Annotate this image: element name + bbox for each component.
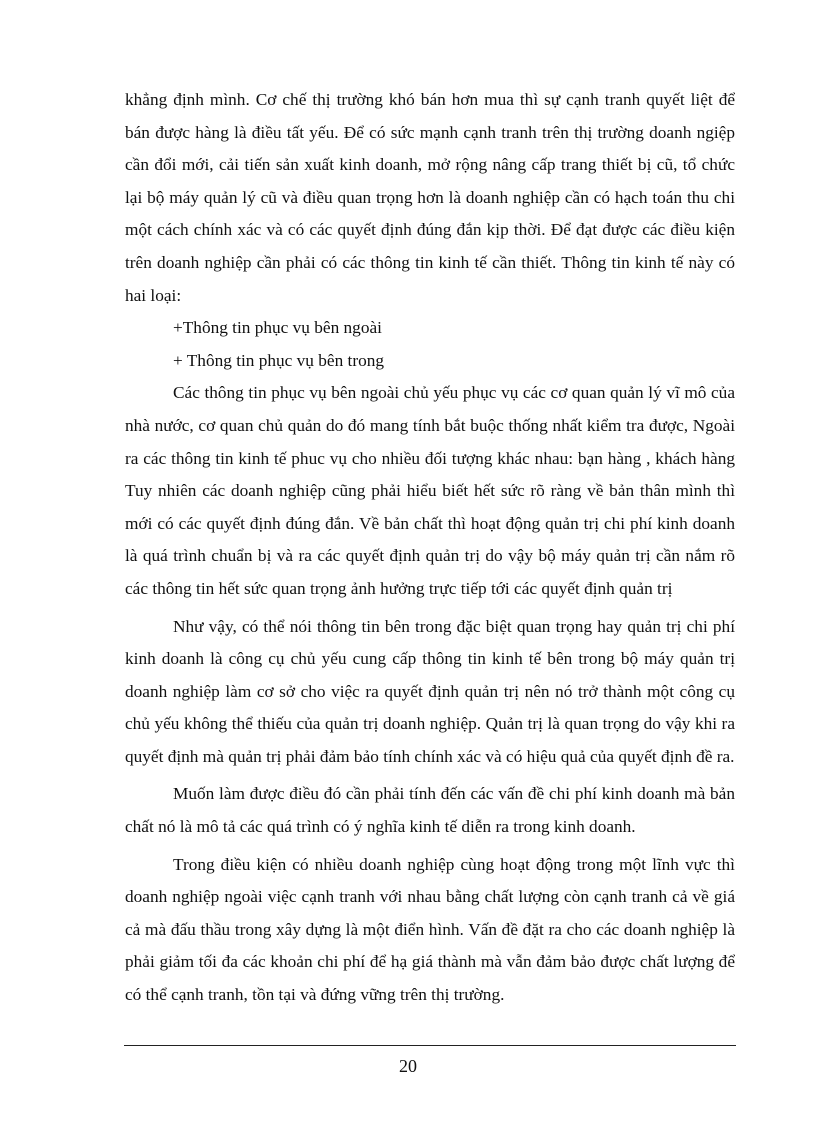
- paragraph-internal-info: Như vậy, có thể nói thông tin bên trong đặc biệt quan trọng hay quản trị chi phí kinh doanh là công cụ chủ yếu cung cấp thông tin kinh tế bên trong bộ máy quản trị doanh nghiệp làm cơ sở cho việc ra quyết định quản trị nên nó trở thành một công cụ chủ yếu không thể thiếu của quản trị doanh nghiệp. Quản trị là quan trọng do vậy khi ra quyết định mà quản trị phải đảm bảo tính chính xác và có hiệu quả của quyết định đề ra.: [125, 616, 735, 766]
- list-item-external-info: +Thông tin phục vụ bên ngoài: [173, 318, 382, 338]
- list-item-internal-info: + Thông tin phục vụ bên trong: [173, 350, 385, 370]
- paragraph-business-costs: Muốn làm được điều đó cần phải tính đến các vấn đề chi phí kinh doanh mà bản chất nó là mô tả các quá trình có ý nghĩa kinh tế diễn ra trong kinh doanh.: [125, 784, 735, 837]
- paragraph-market-competition: khẳng định mình. Cơ chế thị trường khó bán hơn mua thì sự cạnh tranh quyết liệt để bán được hàng là điều tất yếu. Để có sức mạnh cạnh tranh trên thị trường doanh ngiệp cần đổi mới, cải tiến sản xuất kinh doanh, mở rộng nâng cấp trang thiết bị cũ, tổ chức lại bộ máy quản lý cũ và điều quan trọng hơn là doanh nghiệp cần có hạch toán thu chi một cách chính xác và có các quyết định đúng đắn kịp thời. Để đạt được các điều kiện trên doanh nghiệp cần phải có các thông tin kinh tế cần thiết. Thông tin kinh tế này có hai loại:: [125, 90, 735, 305]
- paragraph-price-competition: Trong điều kiện có nhiều doanh nghiệp cùng hoạt động trong một lĩnh vực thì doanh nghiệp ngoài việc cạnh tranh với nhau bằng chất lượng còn cạnh tranh cả về giá cả mà đấu thầu trong xây dựng là một điển hình. Vấn đề đặt ra cho các doanh nghiệp là phải giảm tối đa các khoản chi phí để hạ giá thành mà vẫn đảm bảo được chất lượng để có thể cạnh tranh, tồn tại và đứng vững trên thị trường.: [125, 854, 735, 1005]
- body-text: [125, 84, 735, 1012]
- page-number: 20: [399, 1056, 417, 1076]
- paragraph-external-info: Các thông tin phục vụ bên ngoài chủ yếu phục vụ các cơ quan quản lý vĩ mô của nhà nước, cơ quan chủ quản do đó mang tính bắt buộc thống nhất kiểm tra được, Ngoài ra các thông tin kinh tế phuc vụ cho nhiều đối tượng khác nhau: bạn hàng , khách hàng Tuy nhiên các doanh nghiệp cũng phải hiểu biết hết sức rõ ràng về bản thân mình thì mới có các quyết định đúng đắn. Về bản chất thì hoạt động quản trị chi phí kinh doanh là quá trình chuẩn bị và ra các quyết định quản trị do vậy bộ máy quản trị cần nắm rõ các thông tin hết sức quan trọng ảnh hưởng trực tiếp tới các quyết định quản trị: [125, 383, 735, 598]
- footer-divider: [124, 1045, 736, 1046]
